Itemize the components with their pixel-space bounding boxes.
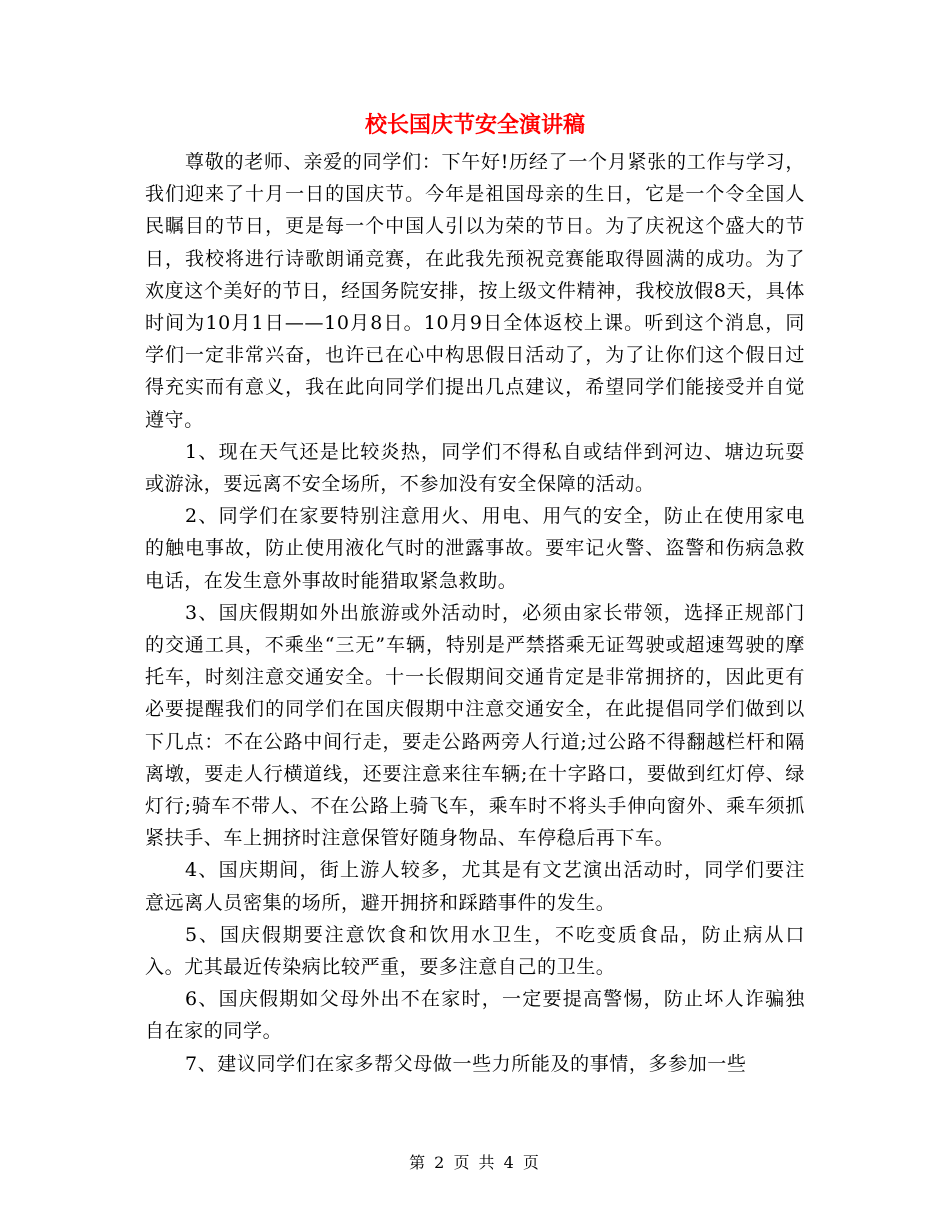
- paragraph-item-7: 7、建议同学们在家多帮父母做一些力所能及的事情，多参加一些: [185, 1052, 747, 1075]
- paragraph-item-1: 1、现在天气还是比较炎热，同学们不得私自或结伴到河边、塘边玩耍或游泳，要远离不安全场所，不参加没有安全保障的活动。: [145, 440, 805, 496]
- document-title: 校长国庆节安全演讲稿: [364, 112, 585, 138]
- paragraph-item-6: 6、国庆假期如父母外出不在家时，一定要提高警惕，防止坏人诈骗独自在家的同学。: [145, 988, 805, 1043]
- page-number-footer: 第 2 页 共 4 页: [409, 1153, 541, 1172]
- document-body: [145, 146, 805, 1080]
- paragraph-item-3: 3、国庆假期如外出旅游或外活动时，必须由家长带领，选择正规部门的交通工具，不乘坐“三无”车辆，特别是严禁搭乘无证驾驶或超速驾驶的摩托车，时刻注意交通安全。十一长假期间交通肯定是非常拥挤的，因此更有必要提醒我们的同学们在国庆假期中注意交通安全，在此提倡同学们做到以下几点：不在公路中间行走，要走公路两旁人行道;过公路不得翻越栏杆和隔离墩，要走人行横道线，还要注意来往车辆;在十字路口，要做到红灯停、绿灯行;骑车不带人、不在公路上骑飞车，乘车时不将头手伸向窗外、乘车须抓紧扶手、车上拥挤时注意保管好随身物品、车停稳后再下车。: [145, 601, 805, 850]
- paragraph-item-4: 4、国庆期间，街上游人较多，尤其是有文艺演出活动时，同学们要注意远离人员密集的场所，避开拥挤和踩踏事件的发生。: [145, 859, 805, 914]
- paragraph-item-5: 5、国庆假期要注意饮食和饮用水卫生，不吃变质食品，防止病从口入。尤其最近传染病比较严重，要多注意自己的卫生。: [145, 923, 805, 979]
- paragraph-intro: 尊敬的老师、亲爱的同学们：下午好!历经了一个月紧张的工作与学习，我们迎来了十月一日的国庆节。今年是祖国母亲的生日，它是一个令全国人民瞩目的节日，更是每一个中国人引以为荣的节日。为了庆祝这个盛大的节日，我校将进行诗歌朗诵竞赛，在此我先预祝竞赛能取得圆满的成功。为了欢度这个美好的节日，经国务院安排，按上级文件精神，我校放假8天，具体时间为10月1日——10月8日。10月9日全体返校上课。听到这个消息，同学们一定非常兴奋，也许已在心中构思假日活动了，为了让你们这个假日过得充实而有意义，我在此向同学们提出几点建议，希望同学们能接受并自觉遵守。: [145, 151, 805, 431]
- paragraph-item-2: 2、同学们在家要特别注意用火、用电、用气的安全，防止在使用家电的触电事故，防止使用液化气时的泄露事故。要牢记火警、盗警和伤病急救电话，在发生意外事故时能猎取紧急救助。: [145, 505, 805, 592]
